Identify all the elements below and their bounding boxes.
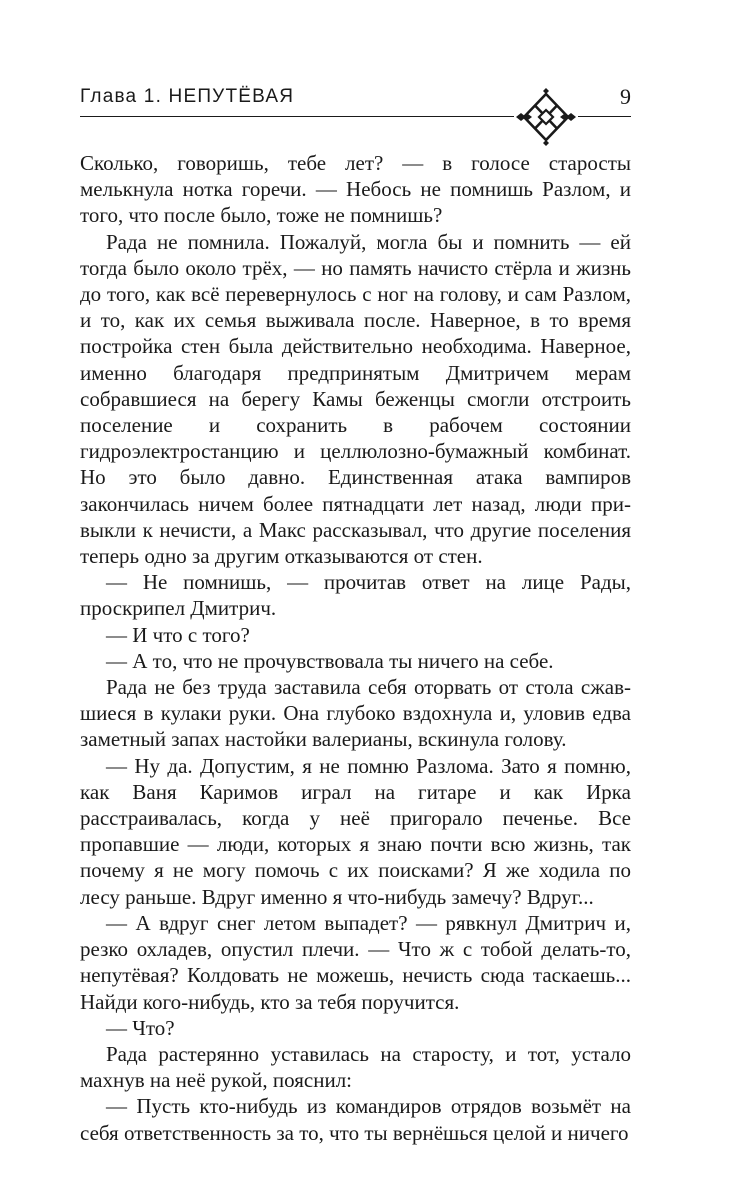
page-number: 9: [620, 84, 631, 109]
paragraph: Рада растерянно уставилась на старосту, и тот, устало махнув на неё рукой, пояснил:: [80, 1041, 631, 1093]
diamond-lattice-ornament-icon: [514, 88, 578, 146]
paragraph: — А то, что не прочувствовала ты ничего на себе.: [106, 648, 554, 673]
running-header: [80, 84, 631, 120]
paragraph: — И что с того?: [106, 622, 250, 647]
paragraph: — А вдруг снег летом выпадет? — рявкнул Дмитрич и, резко охладев, опустил плечи. — Что ж с тобой делать-то, непутёвая? Колдовать не можешь, нечисть сюда таскаешь... Найди кого-нибудь, кто за тебя поручится.: [80, 910, 631, 1014]
body-text: [80, 150, 631, 1146]
paragraph: — Не помнишь, — прочитав ответ на лице Рады, проскрипел Дмитрич.: [80, 570, 631, 621]
paragraph: Рада не без труда заставила себя оторвать от стола сжавшиеся в кулаки руки. Она глубоко вздохнула и, уловив едва заметный запах настойки валерианы, вскинула голову.: [80, 675, 631, 752]
paragraph: — Ну да. Допустим, я не помню Разлома. Зато я помню, как Ваня Каримов играл на гитаре и как Ирка расстраивалась, когда у неё пригорало печенье. Все пропавшие — люди, которых я знаю почти всю жизнь, так почему я не могу помочь с их поисками? Я же ходила по лесу раньше. Вдруг именно я что-нибудь замечу? Вдруг...: [80, 753, 631, 909]
paragraph: Сколько, говоришь, тебе лет? — в голосе старосты мелькнула нотка горечи. — Небось не помнишь Разлом, и того, что после было, тоже не помнишь?: [80, 151, 631, 228]
paragraph: Рада не помнила. Пожалуй, могла бы и помнить — ей тогда было около трёх, — но память начисто стёрла и жизнь до того, как всё перевернулось с ног на голову, и сам Разлом, и то, как их семья выживала после. Наверное, в то время постройка стен была действительно необходима. Наверное, именно благодаря предпринятым Дмитричем мерам собравшиеся на берегу Камы беженцы смогли отстроить поселение и сохранить в рабочем состоянии гидроэлектростанцию и целлюлозно-бумажный комбинат. Но это было давно. Единственная атака вампиров закончилась ничем более пятнадцати лет назад, люди привыкли к нечисти, а Макс рассказывал, что другие поселения теперь одно за другим отказываются от стен.: [80, 229, 631, 569]
chapter-title: Глава 1. НЕПУТЁВАЯ: [80, 86, 295, 107]
paragraph: — Пусть кто-нибудь из командиров отрядов возьмёт на себя ответственность за то, что ты вернёшься целой и ничего: [80, 1094, 631, 1145]
paragraph: — Что?: [106, 1015, 175, 1040]
